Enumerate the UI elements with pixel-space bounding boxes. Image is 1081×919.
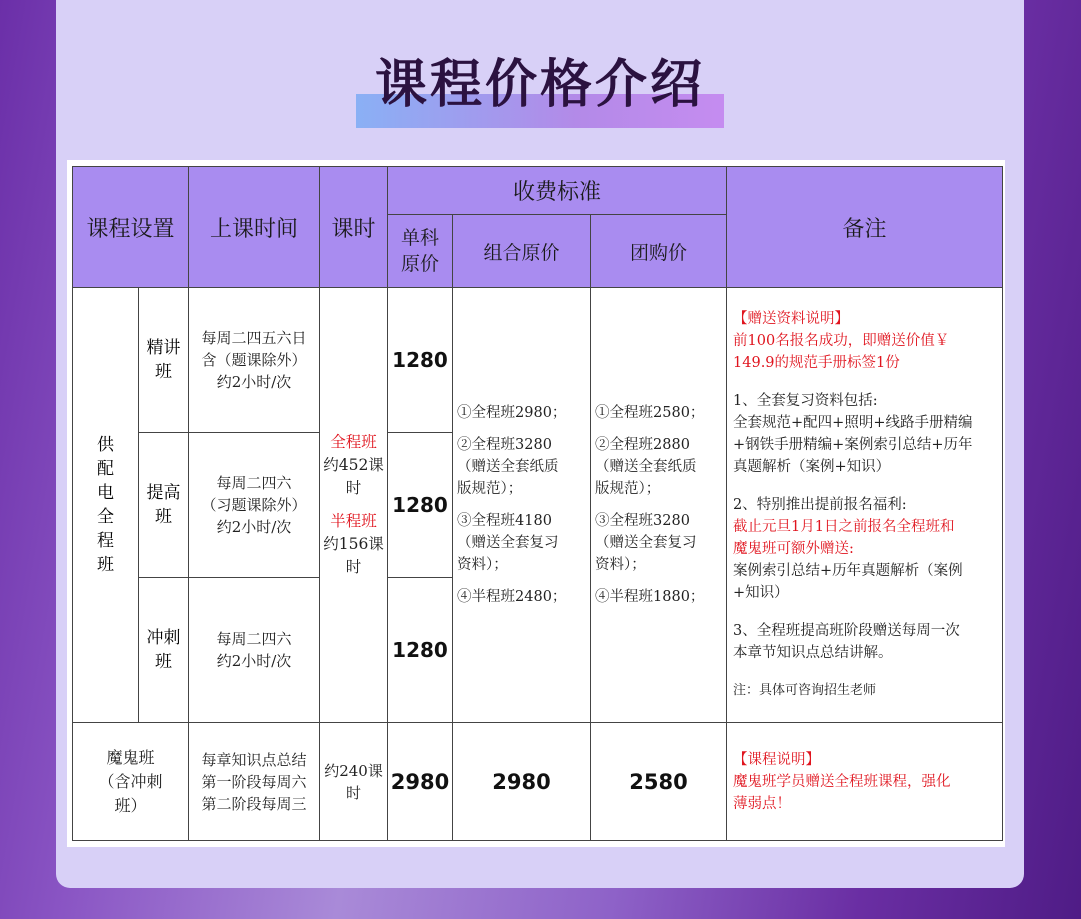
header-fee-standard: 收费标准 [388,167,727,215]
header-group-price: 团购价 [591,215,727,288]
class-time-chongci [189,578,320,723]
gift-line: 前100名报名成功，即赠送价值￥ [733,333,950,349]
class-time-line: 约2小时/次 [216,373,292,391]
remark-line: 全套规范+配四+照明+线路手册精编 [733,415,973,431]
group1-name-char: 供 [97,435,114,455]
price-table [72,166,1003,841]
header-single-price-line1: 单科 [401,227,440,249]
hours-full-label: 全程班 [330,433,377,451]
hours-full-unit: 时 [345,479,362,497]
header-hours: 课时 [320,167,388,288]
price-table-frame [67,160,1005,847]
class-time-line: 每周二四六 [216,474,292,492]
class-time-line: 约2小时/次 [216,652,292,670]
page-title: 课程价格介绍 [374,55,705,115]
class-time-tigao [189,433,320,578]
header-class-time: 上课时间 [189,167,320,288]
subclass-label: 班 [155,507,172,527]
remark-line: 真题解析（案例+知识） [733,459,891,475]
group2-hours-line: 约240课 [324,761,383,780]
gift-title: 【赠送资料说明】 [733,311,850,327]
group1-combo-prices [453,288,591,723]
group2-hours-line: 时 [346,783,362,802]
remark-item-title: 2、特别推出提前报名福利: [733,497,907,513]
subclass-label: 班 [155,652,172,672]
group2-remark-title: 【课程说明】 [733,751,821,768]
group2-hours [320,723,388,841]
class-time-jingjiang [189,288,320,433]
combo-option-detail: （赠送全套复习 [457,535,559,551]
class-time-line: 第二阶段每周三 [201,794,307,813]
group2-group-price: 2580 [591,723,727,841]
remark-line: +钢铁手册精编+案例索引总结+历年 [733,437,973,453]
remark-line: +知识） [733,585,789,601]
group-option-detail: 资料）； [595,557,646,573]
single-price-chongci: 1280 [388,578,453,723]
group-option: ②全程班2880 [595,437,690,453]
remark-red-line: 截止元旦1月1日之前报名全程班和 [733,519,955,535]
group2-remark-line: 魔鬼班学员赠送全程班课程，强化 [733,773,951,790]
group-option: ①全程班2580； [595,405,705,421]
class-time-line: 含（题课除外） [201,351,307,369]
group1-name-char: 程 [97,531,114,551]
group1-name-char: 班 [97,555,114,575]
group2-remarks [727,723,1003,841]
consult-note: 注：具体可咨询招生老师 [733,683,877,698]
remark-line: 3、全程班提高班阶段赠送每周一次 [733,623,960,639]
group2-name [73,723,189,841]
combo-option: ②全程班3280 [457,437,552,453]
group1-name-char: 电 [97,483,114,503]
group-option: ④半程班1880； [595,589,705,605]
group1-name-char: 全 [97,507,114,527]
hours-half-label: 半程班 [330,512,377,530]
group-option-detail: 版规范）； [595,481,661,497]
header-remarks: 备注 [727,167,1003,288]
subclass-chongci [139,578,189,723]
hours-half-unit: 时 [345,558,362,576]
remark-red-line: 魔鬼班可额外赠送: [733,541,854,557]
subclass-label: 提高 [146,483,181,503]
combo-option: ③全程班4180 [457,513,552,529]
single-price-tigao: 1280 [388,433,453,578]
hours-full-value: 约452课 [323,456,384,474]
hours-half-value: 约156课 [323,535,384,553]
remark-line: 案例索引总结+历年真题解析（案例 [733,563,963,579]
header-single-price [388,215,453,288]
group2-name-line: 魔鬼班 [106,747,155,767]
group2-combo-price: 2980 [453,723,591,841]
class-time-line: 第一阶段每周六 [201,772,307,791]
class-time-line: 每周二四五六日 [201,329,307,347]
combo-option: ④半程班2480； [457,589,567,605]
group-option: ③全程班3280 [595,513,690,529]
class-time-line: （习题课除外） [201,496,307,514]
header-course-setting: 课程设置 [73,167,189,288]
group-option-detail: （赠送全套复习 [595,535,697,551]
class-time-line: 每章知识点总结 [201,750,307,769]
remark-line: 本章节知识点总结讲解。 [733,645,893,661]
class-time-line: 约2小时/次 [216,518,292,536]
group2-remark-line: 薄弱点！ [733,795,792,812]
subclass-label: 班 [155,362,172,382]
subclass-label: 精讲 [146,338,181,358]
class-time-line: 每周二四六 [216,630,292,648]
group2-name-line: （含冲刺 [98,771,163,791]
combo-option-detail: 资料）； [457,557,508,573]
combo-option-detail: 版规范）； [457,481,523,497]
single-price-jingjiang: 1280 [388,288,453,433]
group1-name-char: 配 [97,459,114,479]
group1-hours [320,288,388,723]
group2-name-line: 班） [114,795,147,815]
group1-name [73,288,139,723]
subclass-tigao [139,433,189,578]
remark-item-title: 1、全套复习资料包括: [733,393,878,409]
header-single-price-line2: 原价 [401,253,440,275]
group1-remarks [727,288,1003,723]
header-combo-price: 组合原价 [453,215,591,288]
group2-class-time [189,723,320,841]
combo-option: ①全程班2980； [457,405,567,421]
combo-option-detail: （赠送全套纸质 [457,459,559,475]
title-block [356,50,726,130]
subclass-label: 冲刺 [146,628,181,648]
group2-single-price: 2980 [388,723,453,841]
gift-line: 149.9的规范手册标签1份 [733,355,900,371]
group1-group-prices [591,288,727,723]
group-option-detail: （赠送全套纸质 [595,459,697,475]
subclass-jingjiang [139,288,189,433]
